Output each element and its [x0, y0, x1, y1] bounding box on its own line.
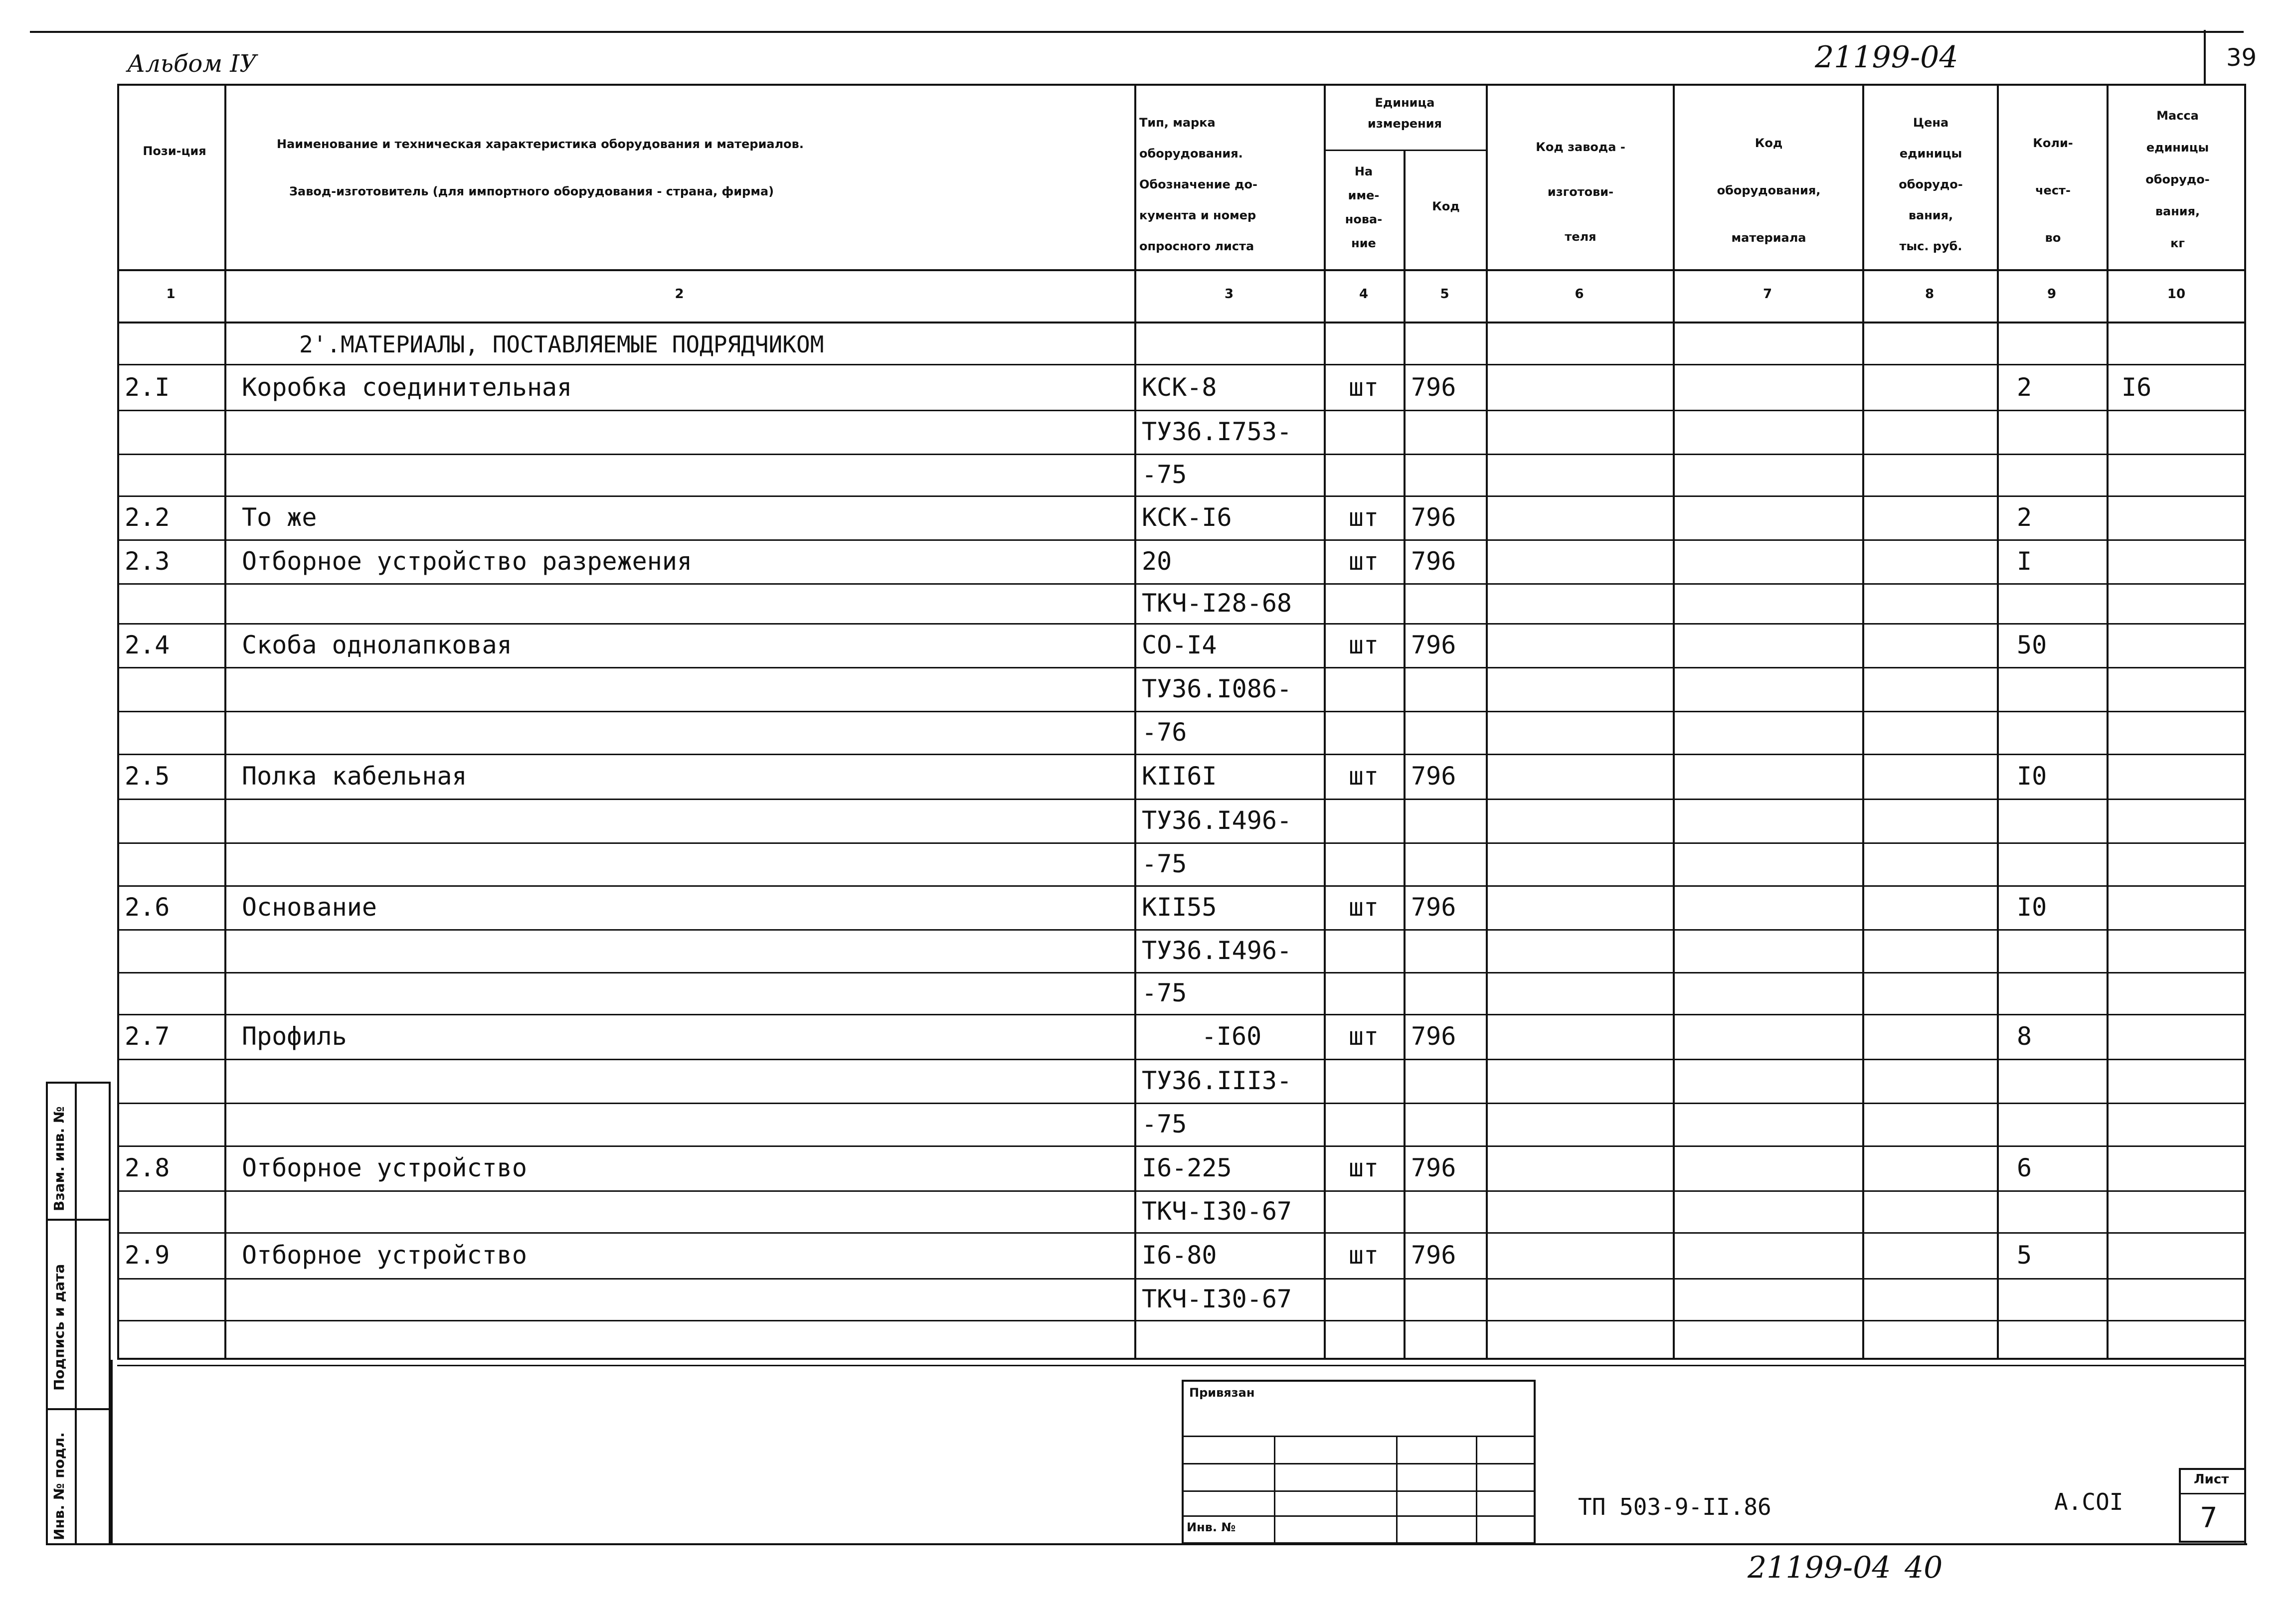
col3-h-1: Тип, марка [1139, 116, 1216, 130]
row-7-name: Скоба однолапковая [242, 631, 512, 659]
row-16-pos: 2.7 [125, 1022, 170, 1051]
col5-header: Код [1432, 199, 1460, 213]
row-5-type: 20 [1142, 547, 1172, 576]
col10-h-5: кг [2170, 236, 2185, 250]
unit-group-line [1324, 150, 1486, 151]
col-line-9 [2107, 84, 2109, 1360]
row-line-9 [117, 754, 2246, 755]
colnum-8: 8 [1925, 287, 1935, 302]
row-19-pos: 2.8 [125, 1153, 170, 1182]
row-21-type: I6-80 [1142, 1241, 1217, 1270]
row-7-type: СО-I4 [1142, 631, 1217, 659]
row-18-type: -75 [1142, 1110, 1187, 1138]
row-10-type: КII6I [1142, 762, 1217, 791]
row-5-unit: шт [1348, 547, 1379, 576]
row-line-21 [117, 1278, 2246, 1280]
row-7-pos: 2.4 [125, 631, 170, 659]
col2-header-line1: Наименование и техническая характеристика оборудования и материалов. [277, 137, 804, 151]
colnum-5: 5 [1440, 287, 1449, 302]
col-line-1 [224, 84, 226, 1360]
col-line-3 [1324, 84, 1326, 1360]
row-4-unit: шт [1348, 503, 1379, 532]
row-1-code: 796 [1411, 373, 1456, 402]
col10-h-4: вания, [2155, 204, 2200, 218]
row-5-pos: 2.3 [125, 547, 170, 576]
section-row-line [117, 364, 2246, 365]
col6-header [1488, 125, 1673, 259]
col3-header [1139, 107, 1321, 262]
col3-h-5: опросного листа [1139, 239, 1254, 253]
sheet-label: Лист [2194, 1472, 2229, 1487]
row-15-type: -75 [1142, 978, 1187, 1007]
side-label-podpis: Подпись и дата [51, 1264, 67, 1391]
col10-h-2: единицы [2146, 141, 2209, 155]
unit-h-2: измерения [1368, 117, 1442, 131]
row-line-18 [117, 1145, 2246, 1147]
colnum-4: 4 [1359, 287, 1369, 302]
row-10-unit: шт [1348, 762, 1379, 791]
row-21-pos: 2.9 [125, 1241, 170, 1270]
row-19-name: Отборное устройство [242, 1153, 527, 1182]
row-17-type: ТУ36.III3- [1142, 1066, 1292, 1095]
col7-h-2: оборудования, [1717, 183, 1821, 197]
row-10-qty: I0 [2017, 762, 2047, 791]
row-line-3 [117, 495, 2246, 497]
unit-group-header [1326, 92, 1483, 134]
row-line-16 [117, 1059, 2246, 1060]
row-12-type: -75 [1142, 849, 1187, 878]
row-19-code: 796 [1411, 1153, 1456, 1182]
doc-number-bottom: 21199-04 [1748, 1550, 1891, 1585]
row-line-23 [117, 1365, 2246, 1366]
row-6-type: ТКЧ-I28-68 [1142, 589, 1292, 618]
colnum-1: 1 [166, 287, 176, 302]
stamp-line-1 [1182, 1436, 1536, 1437]
row-16-name: Профиль [242, 1022, 347, 1051]
side-label-vzam: Взам. инв. № [51, 1106, 67, 1211]
row-line-1 [117, 410, 2246, 411]
row-11-type: ТУ36.I496- [1142, 806, 1292, 835]
col7-header [1675, 120, 1862, 262]
row-16-code: 796 [1411, 1022, 1456, 1051]
col10-h-3: оборудо- [2145, 172, 2210, 186]
row-line-5 [117, 583, 2246, 585]
row-19-qty: 6 [2017, 1153, 2032, 1182]
col10-h-1: Масса [2156, 109, 2199, 123]
row-14-type: ТУ36.I496- [1142, 936, 1292, 965]
col4-h-4: ние [1351, 236, 1376, 250]
row-line-20 [117, 1232, 2246, 1234]
header-bottom-line [117, 269, 2246, 271]
col8-h-3: оборудо- [1899, 177, 1963, 191]
row-7-unit: шт [1348, 631, 1379, 659]
sheet-box-line [2179, 1493, 2246, 1494]
side-strip-divider [75, 1082, 77, 1545]
stamp-col-3 [1476, 1436, 1477, 1544]
row-21-name: Отборное устройство [242, 1241, 527, 1270]
bottom-border [111, 1543, 2247, 1545]
row-4-pos: 2.2 [125, 503, 170, 532]
row-line-17 [117, 1103, 2246, 1104]
row-13-unit: шт [1348, 893, 1379, 922]
row-13-pos: 2.6 [125, 893, 170, 922]
section-title: 2'.МАТЕРИАЛЫ, ПОСТАВЛЯЕМЫЕ ПОДРЯДЧИКОМ [299, 331, 824, 358]
row-line-6 [117, 623, 2246, 625]
row-5-code: 796 [1411, 547, 1456, 576]
col9-header [1999, 120, 2107, 262]
row-19-unit: шт [1348, 1153, 1379, 1182]
bottom-left-border [111, 1360, 113, 1545]
side-strip-line-1 [46, 1219, 111, 1221]
col9-h-1: Коли- [2033, 136, 2073, 150]
row-10-name: Полка кабельная [242, 762, 467, 791]
privyazan-stamp [1182, 1380, 1536, 1544]
row-20-type: ТКЧ-I30-67 [1142, 1197, 1292, 1226]
col-line-2 [1134, 84, 1136, 1360]
row-16-type: -I60 [1201, 1022, 1262, 1051]
project-code: ТП 503-9-II.86 [1578, 1493, 1771, 1520]
page-bottom: 40 [1905, 1550, 1943, 1585]
row-16-qty: 8 [2017, 1022, 2032, 1051]
doc-number-top: 21199-04 [1815, 40, 1958, 75]
row-5-name: Отборное устройство разрежения [242, 547, 693, 576]
row-line-10 [117, 799, 2246, 800]
row-10-pos: 2.5 [125, 762, 170, 791]
row-line-11 [117, 842, 2246, 844]
stamp-line-4 [1182, 1515, 1536, 1517]
colnum-2: 2 [675, 287, 684, 302]
row-line-19 [117, 1190, 2246, 1192]
col4-header [1326, 160, 1401, 255]
col-line-8 [1997, 84, 1999, 1360]
colnum-9: 9 [2047, 287, 2057, 302]
col4-h-3: нова- [1345, 212, 1383, 226]
row-4-code: 796 [1411, 503, 1456, 532]
row-22-type: ТКЧ-I30-67 [1142, 1285, 1292, 1313]
col3-h-4: кумента и номер [1139, 208, 1256, 222]
row-13-type: КII55 [1142, 893, 1217, 922]
row-3-type: -75 [1142, 460, 1187, 489]
row-4-qty: 2 [2017, 503, 2032, 532]
col2-header-line2: Завод-изготовитель (для импортного оборудования - страна, фирма) [289, 184, 774, 198]
colnum-6: 6 [1575, 287, 1584, 302]
row-7-code: 796 [1411, 631, 1456, 659]
col8-header [1865, 107, 1997, 262]
row-16-unit: шт [1348, 1022, 1379, 1051]
colnum-7: 7 [1763, 287, 1772, 302]
col8-h-1: Цена [1913, 116, 1949, 130]
row-line-8 [117, 711, 2246, 712]
row-line-15 [117, 1014, 2246, 1015]
page-number-divider [2204, 30, 2206, 85]
row-7-qty: 50 [2017, 631, 2047, 659]
col9-h-3: во [2045, 231, 2061, 245]
row-line-14 [117, 972, 2246, 973]
album-label: Альбом IУ [127, 50, 257, 78]
col-line-5 [1486, 84, 1488, 1360]
col1-header: Пози-ция [143, 144, 206, 158]
page-number: 39 [2226, 44, 2257, 72]
row-19-type: I6-225 [1142, 1153, 1232, 1182]
row-5-qty: I [2017, 547, 2032, 576]
row-13-name: Основание [242, 893, 377, 922]
col9-h-2: чест- [2035, 183, 2071, 197]
stamp-line-2 [1182, 1463, 1536, 1464]
row-line-4 [117, 539, 2246, 541]
col6-h-3: теля [1565, 230, 1596, 244]
row-4-type: КСК-I6 [1142, 503, 1232, 532]
col8-h-4: вания, [1908, 208, 1953, 222]
inv-no-label: Инв. № [1187, 1520, 1236, 1534]
row-13-qty: I0 [2017, 893, 2047, 922]
side-label-inv-podl: Инв. № подл. [51, 1432, 67, 1540]
col6-h-2: изготови- [1547, 185, 1614, 199]
side-strip-line-2 [46, 1408, 111, 1410]
row-21-code: 796 [1411, 1241, 1456, 1270]
row-21-unit: шт [1348, 1241, 1379, 1270]
col-line-6 [1673, 84, 1675, 1360]
col4-h-2: име- [1348, 188, 1380, 202]
row-8-type: ТУ36.I086- [1142, 674, 1292, 703]
row-line-12 [117, 885, 2246, 887]
stamp-line-3 [1182, 1490, 1536, 1492]
row-1-unit: шт [1348, 373, 1379, 402]
row-1-pos: 2.I [125, 373, 170, 402]
row-line-2 [117, 454, 2246, 455]
colnum-3: 3 [1224, 287, 1234, 302]
row-line-22 [117, 1320, 2246, 1321]
privyazan-label: Привязан [1189, 1386, 1255, 1400]
row-21-qty: 5 [2017, 1241, 2032, 1270]
top-rule [30, 31, 2244, 33]
col10-header [2109, 100, 2246, 259]
col4-h-1: На [1354, 164, 1373, 178]
row-13-code: 796 [1411, 893, 1456, 922]
col6-h-1: Код завода - [1536, 140, 1625, 154]
col8-h-2: единицы [1899, 147, 1962, 161]
row-10-code: 796 [1411, 762, 1456, 791]
row-1-qty: 2 [2017, 373, 2032, 402]
stamp-col-2 [1396, 1436, 1398, 1544]
col3-h-3: Обозначение до- [1139, 177, 1257, 191]
stamp-col-1 [1274, 1436, 1275, 1544]
col-line-7 [1862, 84, 1864, 1360]
col3-h-2: оборудования. [1139, 147, 1243, 161]
unit-h-1: Единица [1375, 96, 1435, 110]
sheet-code: А.СОI [2054, 1488, 2123, 1515]
colnum-10: 10 [2167, 287, 2186, 302]
row-9-type: -76 [1142, 718, 1187, 747]
col7-h-1: Код [1755, 136, 1783, 150]
numbers-bottom-line [117, 322, 2246, 324]
col8-h-5: тыс. руб. [1899, 239, 1962, 253]
row-1-type: КСК-8 [1142, 373, 1217, 402]
sheet-number: 7 [2200, 1502, 2218, 1534]
row-line-13 [117, 929, 2246, 931]
col7-h-3: материала [1731, 231, 1806, 245]
row-line-7 [117, 667, 2246, 668]
row-4-name: То же [242, 503, 317, 532]
row-1-name: Коробка соединительная [242, 373, 572, 402]
row-2-type: ТУ36.I753- [1142, 417, 1292, 446]
row-1-mass: I6 [2121, 373, 2152, 402]
